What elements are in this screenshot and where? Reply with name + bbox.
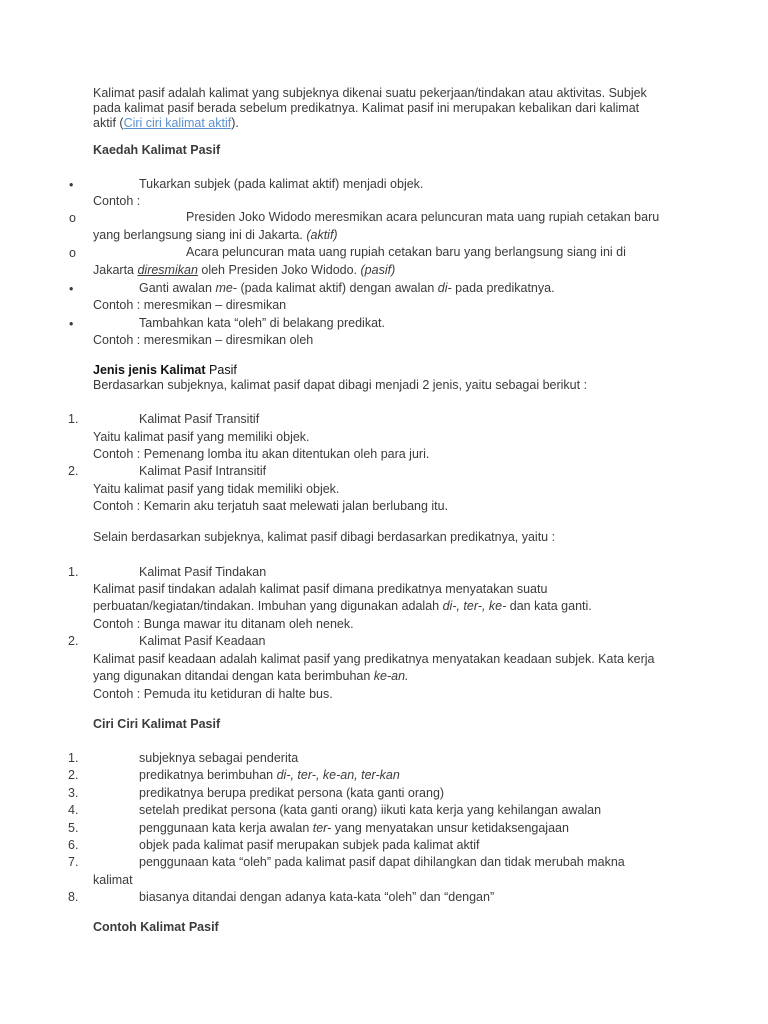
rule-2-contoh: Contoh : meresmikan – diresmikan — [93, 298, 287, 312]
ciri-kalimat-aktif-link[interactable]: Ciri ciri kalimat aktif — [123, 116, 232, 130]
predikat-item-1-title: Kalimat Pasif Tindakan — [139, 565, 267, 579]
jenis-item-2-desc: Yaitu kalimat pasif yang tidak memiliki objek. — [93, 482, 340, 496]
predikat-item-1-line-1: Kalimat pasif tindakan adalah kalimat pasif dimana predikatnya menyatakan suatu — [93, 582, 548, 596]
ciri-item-6: objek pada kalimat pasif merupakan subjek pada kalimat aktif — [139, 838, 480, 852]
list-number: 5. — [68, 821, 79, 835]
example-passive-text: Jakarta — [93, 263, 138, 277]
list-number: 2. — [68, 768, 79, 782]
rule-2-text-b: (pada kalimat aktif) dengan awalan — [236, 281, 438, 295]
pasif-label: (pasif) — [360, 263, 396, 277]
ciri-item-2-text: predikatnya berimbuhan — [139, 768, 277, 782]
intro-line-3 — [93, 116, 239, 131]
list-number: 8. — [68, 890, 79, 904]
example-active-line-1: Presiden Joko Widodo meresmikan acara peluncuran mata uang rupiah cetakan baru — [186, 210, 660, 224]
list-number: 1. — [68, 751, 79, 765]
kaedah-rule-2 — [139, 281, 555, 296]
aktif-label: (aktif) — [306, 228, 338, 242]
ciri-heading: Ciri Ciri Kalimat Pasif — [93, 717, 221, 731]
ciri-item-5-text-b: yang menyatakan unsur ketidaksengajaan — [331, 821, 569, 835]
list-number: 6. — [68, 838, 79, 852]
example-passive-line-1: Acara peluncuran mata uang rupiah cetakan baru yang berlangsung siang ini di — [186, 245, 626, 259]
rule-2-prefix-me: me- — [215, 281, 237, 295]
predikat-intro: Selain berdasarkan subjeknya, kalimat pasif dibagi berdasarkan predikatnya, yaitu : — [93, 530, 556, 544]
contoh-label: Contoh : — [93, 194, 141, 208]
intro-line-3-end: ). — [231, 116, 239, 130]
jenis-item-1-contoh: Contoh : Pemenang lomba itu akan ditentukan oleh para juri. — [93, 447, 430, 461]
predikat-item-2-text-a: yang digunakan ditandai dengan kata berimbuhan — [93, 669, 374, 683]
list-number: 1. — [68, 565, 79, 579]
list-number: 3. — [68, 786, 79, 800]
intro-line-3-text: aktif ( — [93, 116, 124, 130]
jenis-item-1-desc: Yaitu kalimat pasif yang memiliki objek. — [93, 430, 310, 444]
predikat-item-1-text-a: perbuatan/kegiatan/tindakan. Imbuhan yang digunakan adalah — [93, 599, 443, 613]
rule-2-text-c: pada predikatnya. — [451, 281, 555, 295]
example-active-text: yang berlangsung siang ini di Jakarta. — [93, 228, 307, 242]
intro-line-1: Kalimat pasif adalah kalimat yang subjeknya dikenai suatu pekerjaan/tindakan atau aktivitas. Subjek — [93, 86, 647, 100]
ciri-item-5-text-a: penggunaan kata kerja awalan — [139, 821, 313, 835]
jenis-item-2-contoh: Contoh : Kemarin aku terjatuh saat melewati jalan berlubang itu. — [93, 499, 449, 513]
list-number: 4. — [68, 803, 79, 817]
example-active-line-2 — [93, 228, 338, 243]
ciri-item-3: predikatnya berupa predikat persona (kata ganti orang) — [139, 786, 445, 800]
contoh-heading: Contoh Kalimat Pasif — [93, 920, 219, 934]
jenis-heading — [93, 363, 237, 378]
ciri-item-7-line-2: kalimat — [93, 873, 133, 887]
ciri-item-4: setelah predikat persona (kata ganti orang) iikuti kata kerja yang kehilangan awalan — [139, 803, 602, 817]
predikat-item-2-line-2 — [93, 669, 409, 684]
example-passive-text-2: oleh Presiden Joko Widodo. — [197, 263, 361, 277]
kaedah-rule-1: Tukarkan subjek (pada kalimat aktif) menjadi objek. — [139, 177, 424, 191]
predikat-item-1-text-b: dan kata ganti. — [506, 599, 592, 613]
sub-marker: o — [69, 246, 76, 260]
ciri-item-8: biasanya ditandai dengan adanya kata-kata “oleh” dan “dengan” — [139, 890, 495, 904]
jenis-heading-rest: Pasif — [209, 363, 237, 377]
sub-marker: o — [69, 211, 76, 225]
bullet-marker: • — [69, 317, 74, 331]
rule-3-contoh: Contoh : meresmikan – diresmikan oleh — [93, 333, 314, 347]
jenis-heading-bold: Jenis jenis Kalimat — [93, 363, 210, 377]
bullet-marker: • — [69, 178, 74, 192]
predikat-item-1-prefixes: di-, ter-, ke- — [442, 599, 507, 613]
ciri-item-7-line-1: penggunaan kata “oleh” pada kalimat pasif dapat dihilangkan dan tidak merubah makna — [139, 855, 625, 869]
jenis-item-2-title: Kalimat Pasif Intransitif — [139, 464, 267, 478]
predikat-item-1-contoh: Contoh : Bunga mawar itu ditanam oleh nenek. — [93, 617, 354, 631]
list-number: 2. — [68, 634, 79, 648]
diresmikan-word: diresmikan — [137, 263, 198, 277]
ciri-item-5 — [139, 821, 569, 836]
jenis-intro: Berdasarkan subjeknya, kalimat pasif dapat dibagi menjadi 2 jenis, yaitu sebagai berikut : — [93, 378, 588, 392]
list-number: 7. — [68, 855, 79, 869]
bullet-marker: • — [69, 282, 74, 296]
predikat-item-2-title: Kalimat Pasif Keadaan — [139, 634, 266, 648]
list-number: 1. — [68, 412, 79, 426]
kaedah-rule-3: Tambahkan kata “oleh” di belakang predikat. — [139, 316, 385, 330]
ciri-item-2-affixes: di-, ter-, ke-an, ter-kan — [276, 768, 400, 782]
kaedah-heading: Kaedah Kalimat Pasif — [93, 143, 221, 157]
predikat-item-2-contoh: Contoh : Pemuda itu ketiduran di halte bus. — [93, 687, 333, 701]
list-number: 2. — [68, 464, 79, 478]
predikat-item-1-line-2 — [93, 599, 592, 614]
predikat-item-2-line-1: Kalimat pasif keadaan adalah kalimat pasif yang predikatnya menyatakan keadaan subjek. Kata kerja — [93, 652, 655, 666]
ciri-item-2 — [139, 768, 400, 783]
rule-2-prefix-di: di- — [437, 281, 452, 295]
ciri-item-1: subjeknya sebagai penderita — [139, 751, 299, 765]
intro-line-2: pada kalimat pasif berada sebelum predikatnya. Kalimat pasif ini merupakan kebalikan dari kalimat — [93, 101, 640, 115]
rule-2-text-a: Ganti awalan — [139, 281, 216, 295]
predikat-item-2-suffix: ke-an. — [373, 669, 409, 683]
jenis-item-1-title: Kalimat Pasif Transitif — [139, 412, 260, 426]
example-passive-line-2 — [93, 263, 395, 278]
ciri-item-5-prefix: ter- — [312, 821, 332, 835]
